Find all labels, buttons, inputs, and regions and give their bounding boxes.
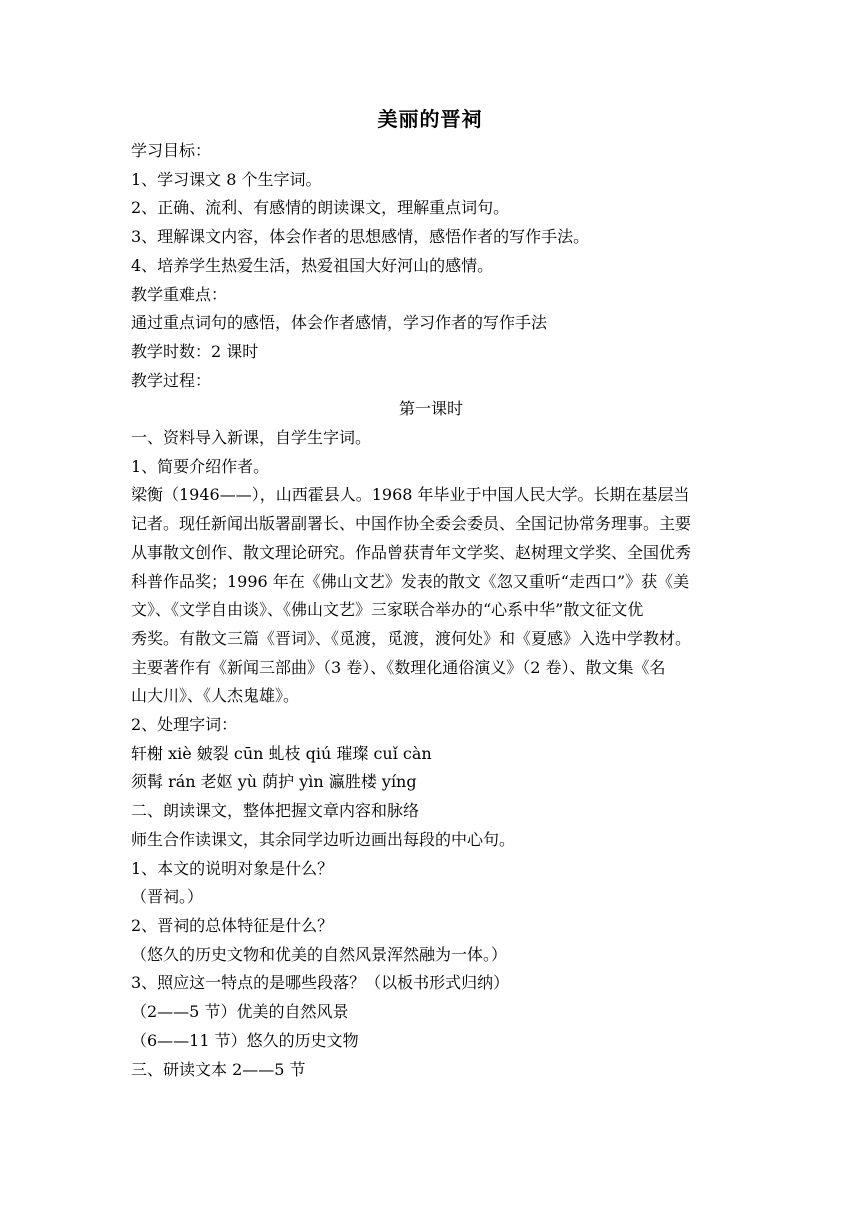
- objective-item: 2、正确、流利、有感情的朗读课文，理解重点词句。: [131, 198, 510, 218]
- text-line: 通过重点词句的感悟，体会作者感情，学习作者的写作手法: [131, 313, 548, 333]
- objective-item: 4、培养学生热爱生活，热爱祖国大好河山的感情。: [131, 255, 494, 275]
- answer-line: （2——5 节）优美的自然风景: [131, 1002, 349, 1022]
- author-bio-line: 梁衡（1946——），山西霍县人。1968 年毕业于中国人民大学。长期在基层当: [131, 485, 690, 505]
- answer-line: （晋祠。）: [131, 887, 204, 907]
- page-title: 美丽的晋祠: [377, 107, 483, 131]
- author-bio-line: 从事散文创作、散文理论研究。作品曾获青年文学奖、赵树理文学奖、全国优秀: [131, 542, 692, 562]
- author-bio-line: 山大川》、《人杰鬼雄》。: [131, 686, 300, 706]
- author-bio-line: 记者。现任新闻出版署副署长、中国作协全委会委员、全国记协常务理事。主要: [131, 514, 692, 534]
- step-heading: 三、研读文本 2——5 节: [131, 1059, 306, 1079]
- vocab-line: 须髯 rán 老妪 yù 荫护 yìn 瀛胜楼 yíng: [131, 772, 417, 792]
- vocab-line: 轩榭 xiè 皴裂 cūn 虬枝 qiú 璀璨 cuǐ càn: [131, 743, 432, 763]
- answer-line: （悠久的历史文物和优美的自然风景浑然融为一体。）: [131, 944, 508, 964]
- text-line: 1、简要介绍作者。: [131, 456, 270, 476]
- objective-item: 3、理解课文内容，体会作者的思想感情，感悟作者的写作手法。: [131, 227, 590, 247]
- author-bio-line: 文》、《文学自由谈》、《佛山文艺》三家联合举办的“心系中华”散文征文优: [131, 600, 644, 620]
- section-heading: 学习目标：: [131, 141, 212, 160]
- lesson-heading: 第一课时: [398, 399, 463, 419]
- document-body: [131, 137, 731, 1084]
- question-line: 1、本文的说明对象是什么？: [131, 858, 334, 878]
- text-line: 师生合作读课文，其余同学边听边画出每段的中心句。: [131, 829, 516, 849]
- section-heading: 教学过程：: [131, 370, 212, 390]
- section-heading: 教学重难点：: [131, 284, 228, 304]
- author-bio-line: 科普作品奖；1996 年在《佛山文艺》发表的散文《忽又重听“走西口”》获《美: [131, 571, 690, 591]
- answer-line: （6——11 节）悠久的历史文物: [131, 1030, 359, 1050]
- author-bio-line: 秀奖。有散文三篇《晋词》、《觅渡，觅渡，渡何处》和《夏感》入选中学教材。: [131, 628, 692, 648]
- step-heading: 二、朗读课文，整体把握文章内容和脉络: [131, 801, 420, 821]
- author-bio-line: 主要著作有《新闻三部曲》（3 卷）、《数理化通俗演义》（2 卷）、散文集《名: [131, 657, 666, 677]
- question-line: 2、晋祠的总体特征是什么？: [131, 915, 334, 935]
- text-line: 2、处理字词：: [131, 715, 238, 735]
- question-line: 3、照应这一特点的是哪些段落？（以板书形式归纳）: [131, 973, 510, 993]
- step-heading: 一、资料导入新课，自学生字词。: [131, 428, 372, 448]
- objective-item: 1、学习课文 8 个生字词。: [131, 169, 322, 189]
- text-line: 教学时数：2 课时: [131, 341, 259, 361]
